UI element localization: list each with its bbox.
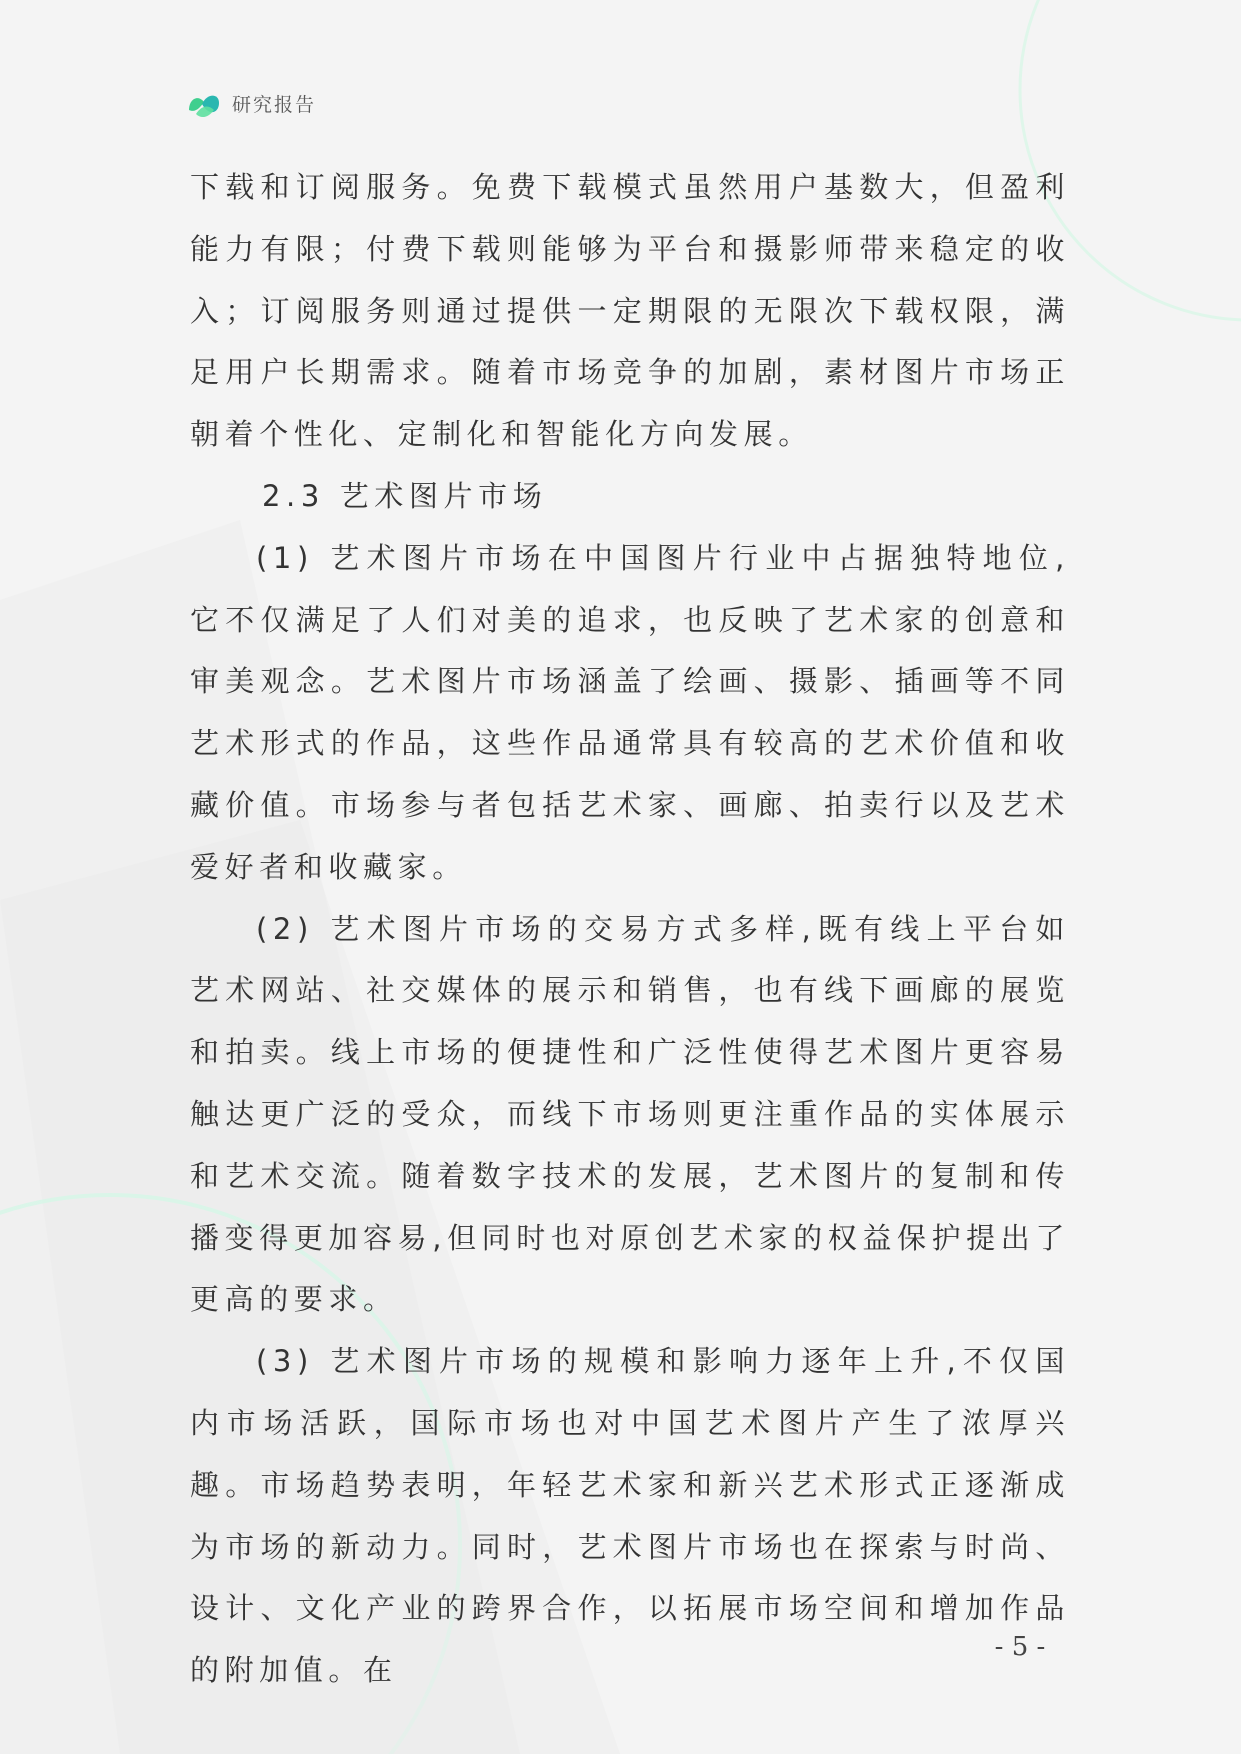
header-title: 研究报告 xyxy=(232,94,317,116)
report-header xyxy=(186,88,316,122)
document-body xyxy=(190,157,1070,1702)
body-paragraph: (3) 艺术图片市场的规模和影响力逐年上升,不仅国内市场活跃，国际市场也对中国艺术图片产生了浓厚兴趣。市场趋势表明，年轻艺术家和新兴艺术形式正逐渐成为市场的新动力。同时，艺术图片市场也在探索与时尚、设计、文化产业的跨界合作，以拓展市场空间和增加作品的附加值。在 xyxy=(190,1344,1070,1688)
section-heading: 2.3 艺术图片市场 xyxy=(262,478,548,513)
page-number: - 5 - xyxy=(994,1632,1046,1662)
body-paragraph-continued: 下载和订阅服务。免费下载模式虽然用户基数大，但盈利能力有限；付费下载则能够为平台和摄影师带来稳定的收入；订阅服务则通过提供一定期限的无限次下载权限，满足用户长期需求。随着市场竞争的加剧，素材图片市场正朝着个性化、定制化和智能化方向发展。 xyxy=(190,170,1070,452)
green-leaf-logo-icon xyxy=(186,90,222,120)
body-paragraph: (2) 艺术图片市场的交易方式多样,既有线上平台如艺术网站、社交媒体的展示和销售，也有线下画廊的展览和拍卖。线上市场的便捷性和广泛性使得艺术图片更容易触达更广泛的受众，而线下市场则更注重作品的实体展示和艺术交流。随着数字技术的发展，艺术图片的复制和传播变得更加容易,但同时也对原创艺术家的权益保护提出了更高的要求。 xyxy=(190,911,1070,1317)
body-paragraph: (1) 艺术图片市场在中国图片行业中占据独特地位,它不仅满足了人们对美的追求，也反映了艺术家的创意和审美观念。艺术图片市场涵盖了绘画、摄影、插画等不同艺术形式的作品，这些作品通常具有较高的艺术价值和收藏价值。市场参与者包括艺术家、画廊、拍卖行以及艺术爱好者和收藏家。 xyxy=(190,540,1070,884)
